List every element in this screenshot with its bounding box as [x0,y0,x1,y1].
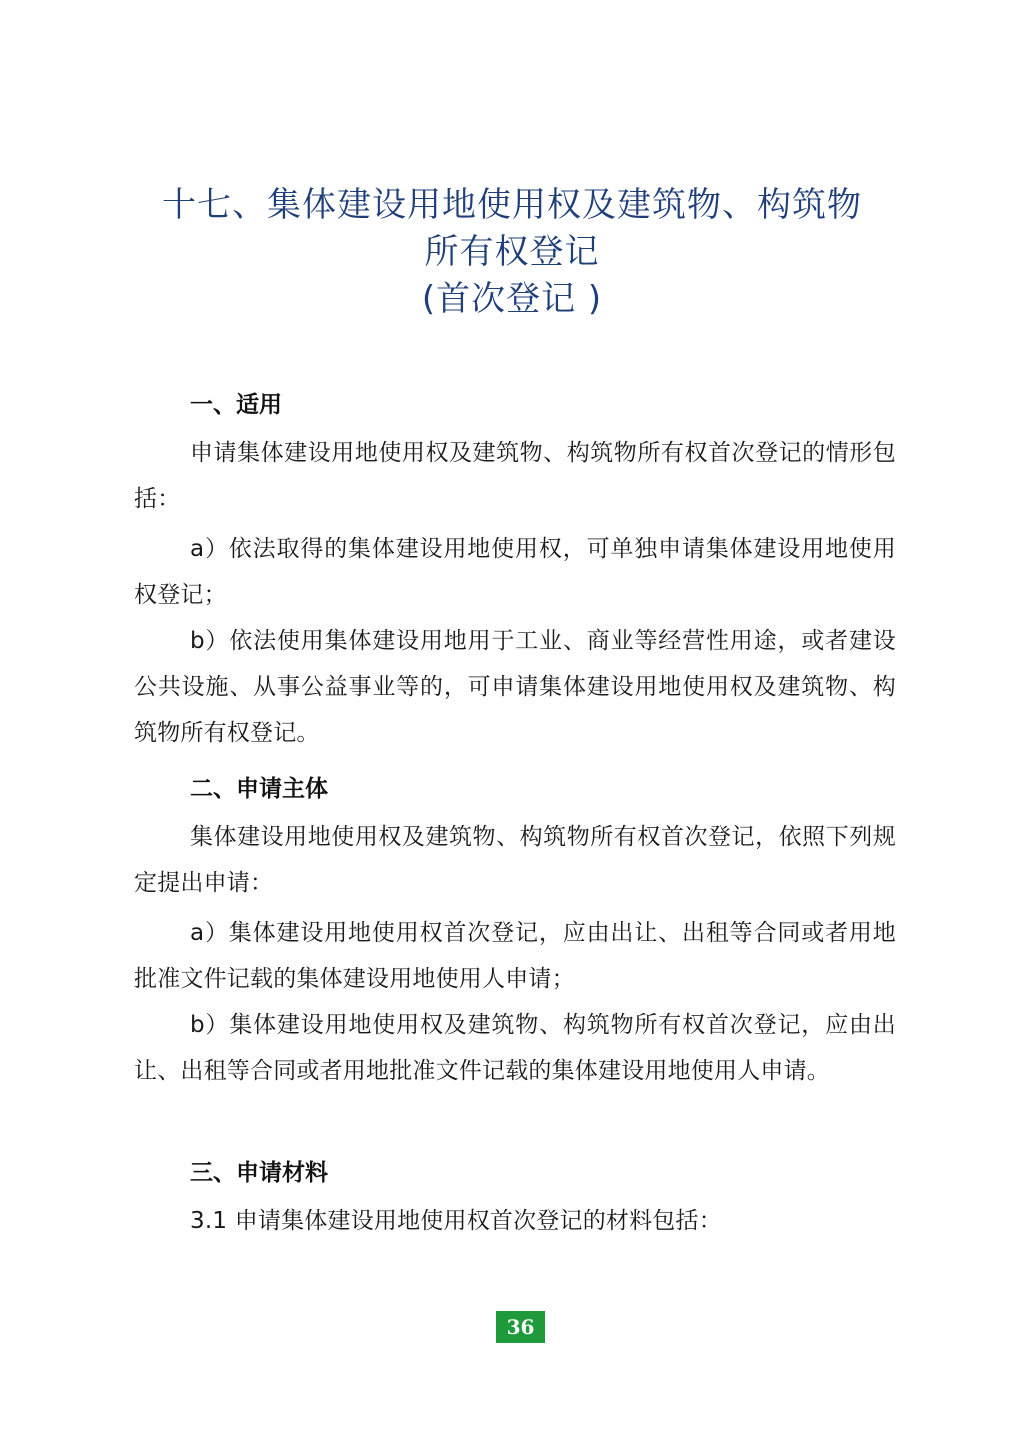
page-title-line-1: 十七、集体建设用地使用权及建筑物、构筑物 [162,185,862,225]
applicability-item-b: b）依法使用集体建设用地用于工业、商业等经营性用途，或者建设公共设施、从事公益事业等的，可申请集体建设用地使用权及建筑物、构筑物所有权登记。 [134,628,896,746]
applicability-item-a: a）依法取得的集体建设用地使用权，可单独申请集体建设用地使用权登记； [134,536,896,608]
page-title-line-2: 所有权登记 [424,232,600,272]
section-heading-materials: 三、申请材料 [190,1160,328,1186]
applicant-intro: 集体建设用地使用权及建筑物、构筑物所有权首次登记，依照下列规定提出申请： [134,824,896,896]
page-number-badge: 36 [496,1311,545,1343]
applicant-item-a: a）集体建设用地使用权首次登记，应由出让、出租等合同或者用地批准文件记载的集体建设用地使用人申请； [134,920,896,992]
applicant-item-b: b）集体建设用地使用权及建筑物、构筑物所有权首次登记，应由出让、出租等合同或者用地批准文件记载的集体建设用地使用人申请。 [134,1012,896,1084]
applicability-intro: 申请集体建设用地使用权及建筑物、构筑物所有权首次登记的情形包括： [134,440,896,512]
section-heading-applicability: 一、适用 [190,392,282,418]
section-heading-applicant: 二、申请主体 [190,776,328,802]
page-title-line-3: (首次登记 ) [421,279,603,319]
materials-item-3-1: 3.1 申请集体建设用地使用权首次登记的材料包括： [190,1208,722,1234]
